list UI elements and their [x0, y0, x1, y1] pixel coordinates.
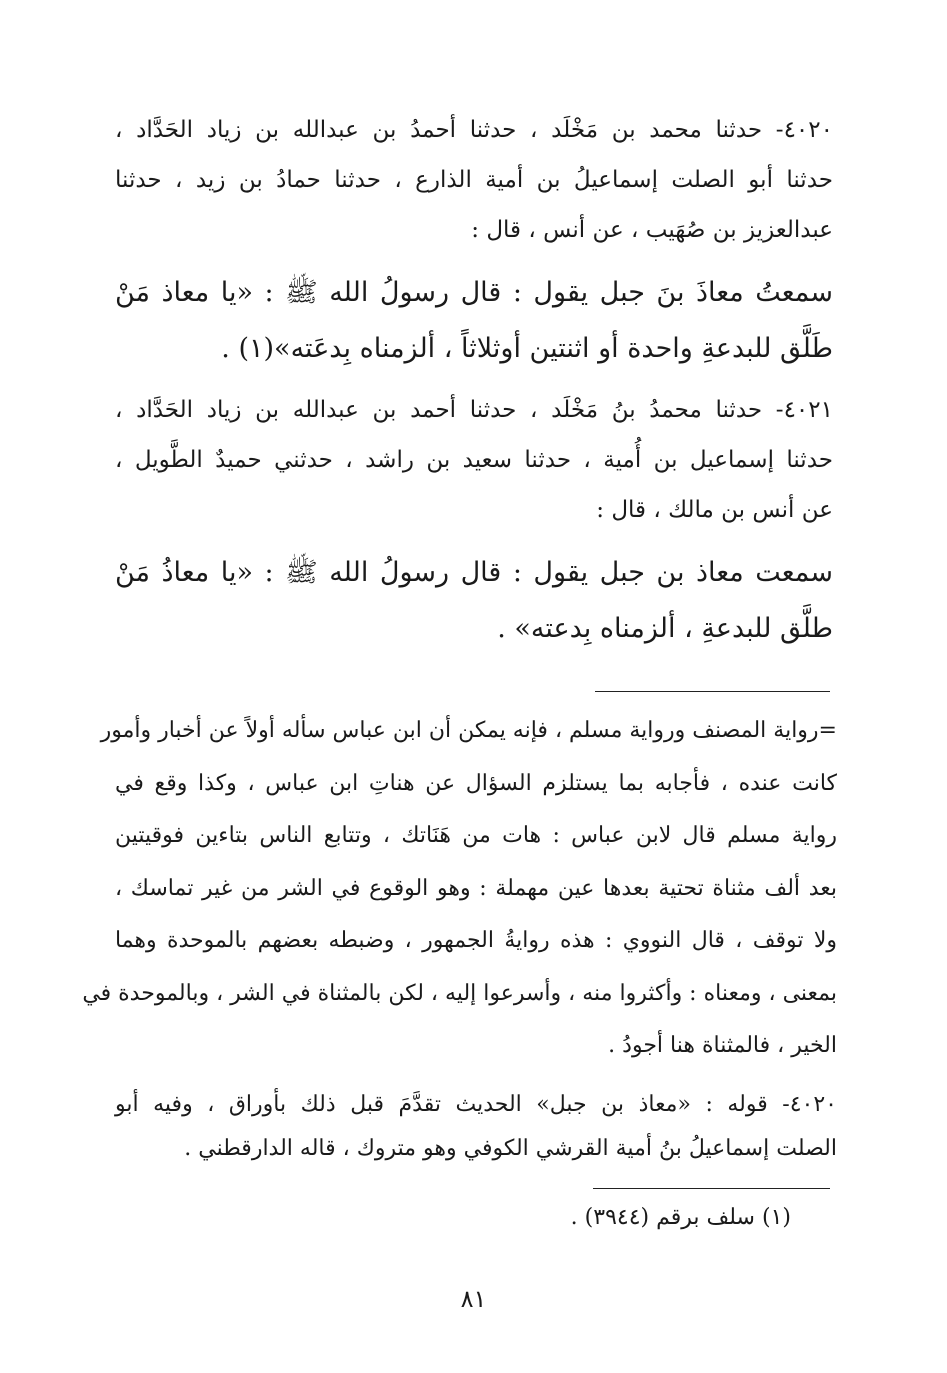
text-line: بعد ألف مثناة تحتية بعدها عين مهملة : وهو الوقوع في الشر من غير تماسك ، [115, 875, 837, 901]
text-line: كانت عنده ، فأجابه بما يستلزم السؤال عن هناتِ ابن عباس ، وكذا وقع في [115, 770, 837, 796]
footnote: (١) سلف برقم (٣٩٤٤) . [570, 1205, 791, 1230]
text-line: ٤٠٢٠- حدثنا محمد بن مَخْلَد ، حدثنا أحمدُ بن عبدالله بن زياد الحَدَّاد ، [115, 117, 833, 143]
text-line: رواية مسلم قال لابن عباس : هات من هَنَاتك ، وتتابع الناس بتاءين فوقيتين [115, 823, 837, 848]
commentary-continuation [82, 705, 837, 1073]
text-line: طَلَّق للبدعةِ واحدة أو اثنتين أوثلاثاً ، ألزمناه بِدعَته»(١) . [221, 333, 833, 364]
text-line: حدثنا إسماعيل بن أُمية ، حدثنا سعيد بن راشد ، حدثني حميدٌ الطَّويل ، [115, 447, 833, 473]
text-line: عبدالعزيز بن صُهَيب ، عن أنس ، قال : [471, 217, 833, 243]
text-line: طلَّق للبدعةِ ، ألزمناه بِدعته» . [497, 613, 833, 644]
text-line: عن أنس بن مالك ، قال : [596, 497, 833, 523]
text-line: ٤٠٢١- حدثنا محمدُ بنُ مَخْلَد ، حدثنا أحمد بن عبدالله بن زياد الحَدَّاد ، [115, 397, 833, 423]
text-line: سمعت معاذ بن جبل يقول : قال رسولُ الله ﷺ : «يا معاذُ مَنْ [115, 557, 833, 588]
hadith-4021-isnad [115, 385, 833, 535]
text-line: ولا توقف ، قال النووي : هذه روايةُ الجمهور ، وضبطه بعضهم بالموحدة وهما [115, 928, 837, 953]
commentary-separator [595, 691, 830, 692]
commentary-note-4020 [115, 1083, 837, 1171]
footnote-separator [593, 1188, 830, 1189]
text-line: الخير ، فالمثناة هنا أجودُ . [608, 1033, 837, 1058]
text-line: الصلت إسماعيلُ بنُ أمية القرشي الكوفي وهو متروك ، قاله الدارقطني . [184, 1135, 837, 1161]
hadith-4020-matn [115, 265, 833, 377]
commentary [82, 705, 837, 1171]
text-line: سمعتُ معاذَ بنَ جبل يقول : قال رسولُ الله ﷺ : «يا معاذ مَنْ [115, 277, 833, 308]
main-text [115, 105, 833, 657]
text-line: =رواية المصنف ورواية مسلم ، فإنه يمكن أن ابن عباس سأله أولاً عن أخبار وأمور [100, 718, 837, 743]
text-line: ٤٠٢٠- قوله : «معاذ بن جبل» الحديث تقدَّمَ قبل ذلك بأوراق ، وفيه أبو [115, 1091, 837, 1117]
hadith-4020-isnad [115, 105, 833, 255]
hadith-4021-matn [115, 545, 833, 657]
text-line: بمعنى ، ومعناه : وأكثروا منه ، وأسرعوا إليه ، لكن بالمثناة في الشر ، وبالموحدة في [82, 980, 837, 1006]
text-line: حدثنا أبو الصلت إسماعيلُ بن أمية الذارع ، حدثنا حمادُ بن زيد ، حدثنا [115, 167, 833, 193]
page-number: ٨١ [460, 1285, 487, 1313]
